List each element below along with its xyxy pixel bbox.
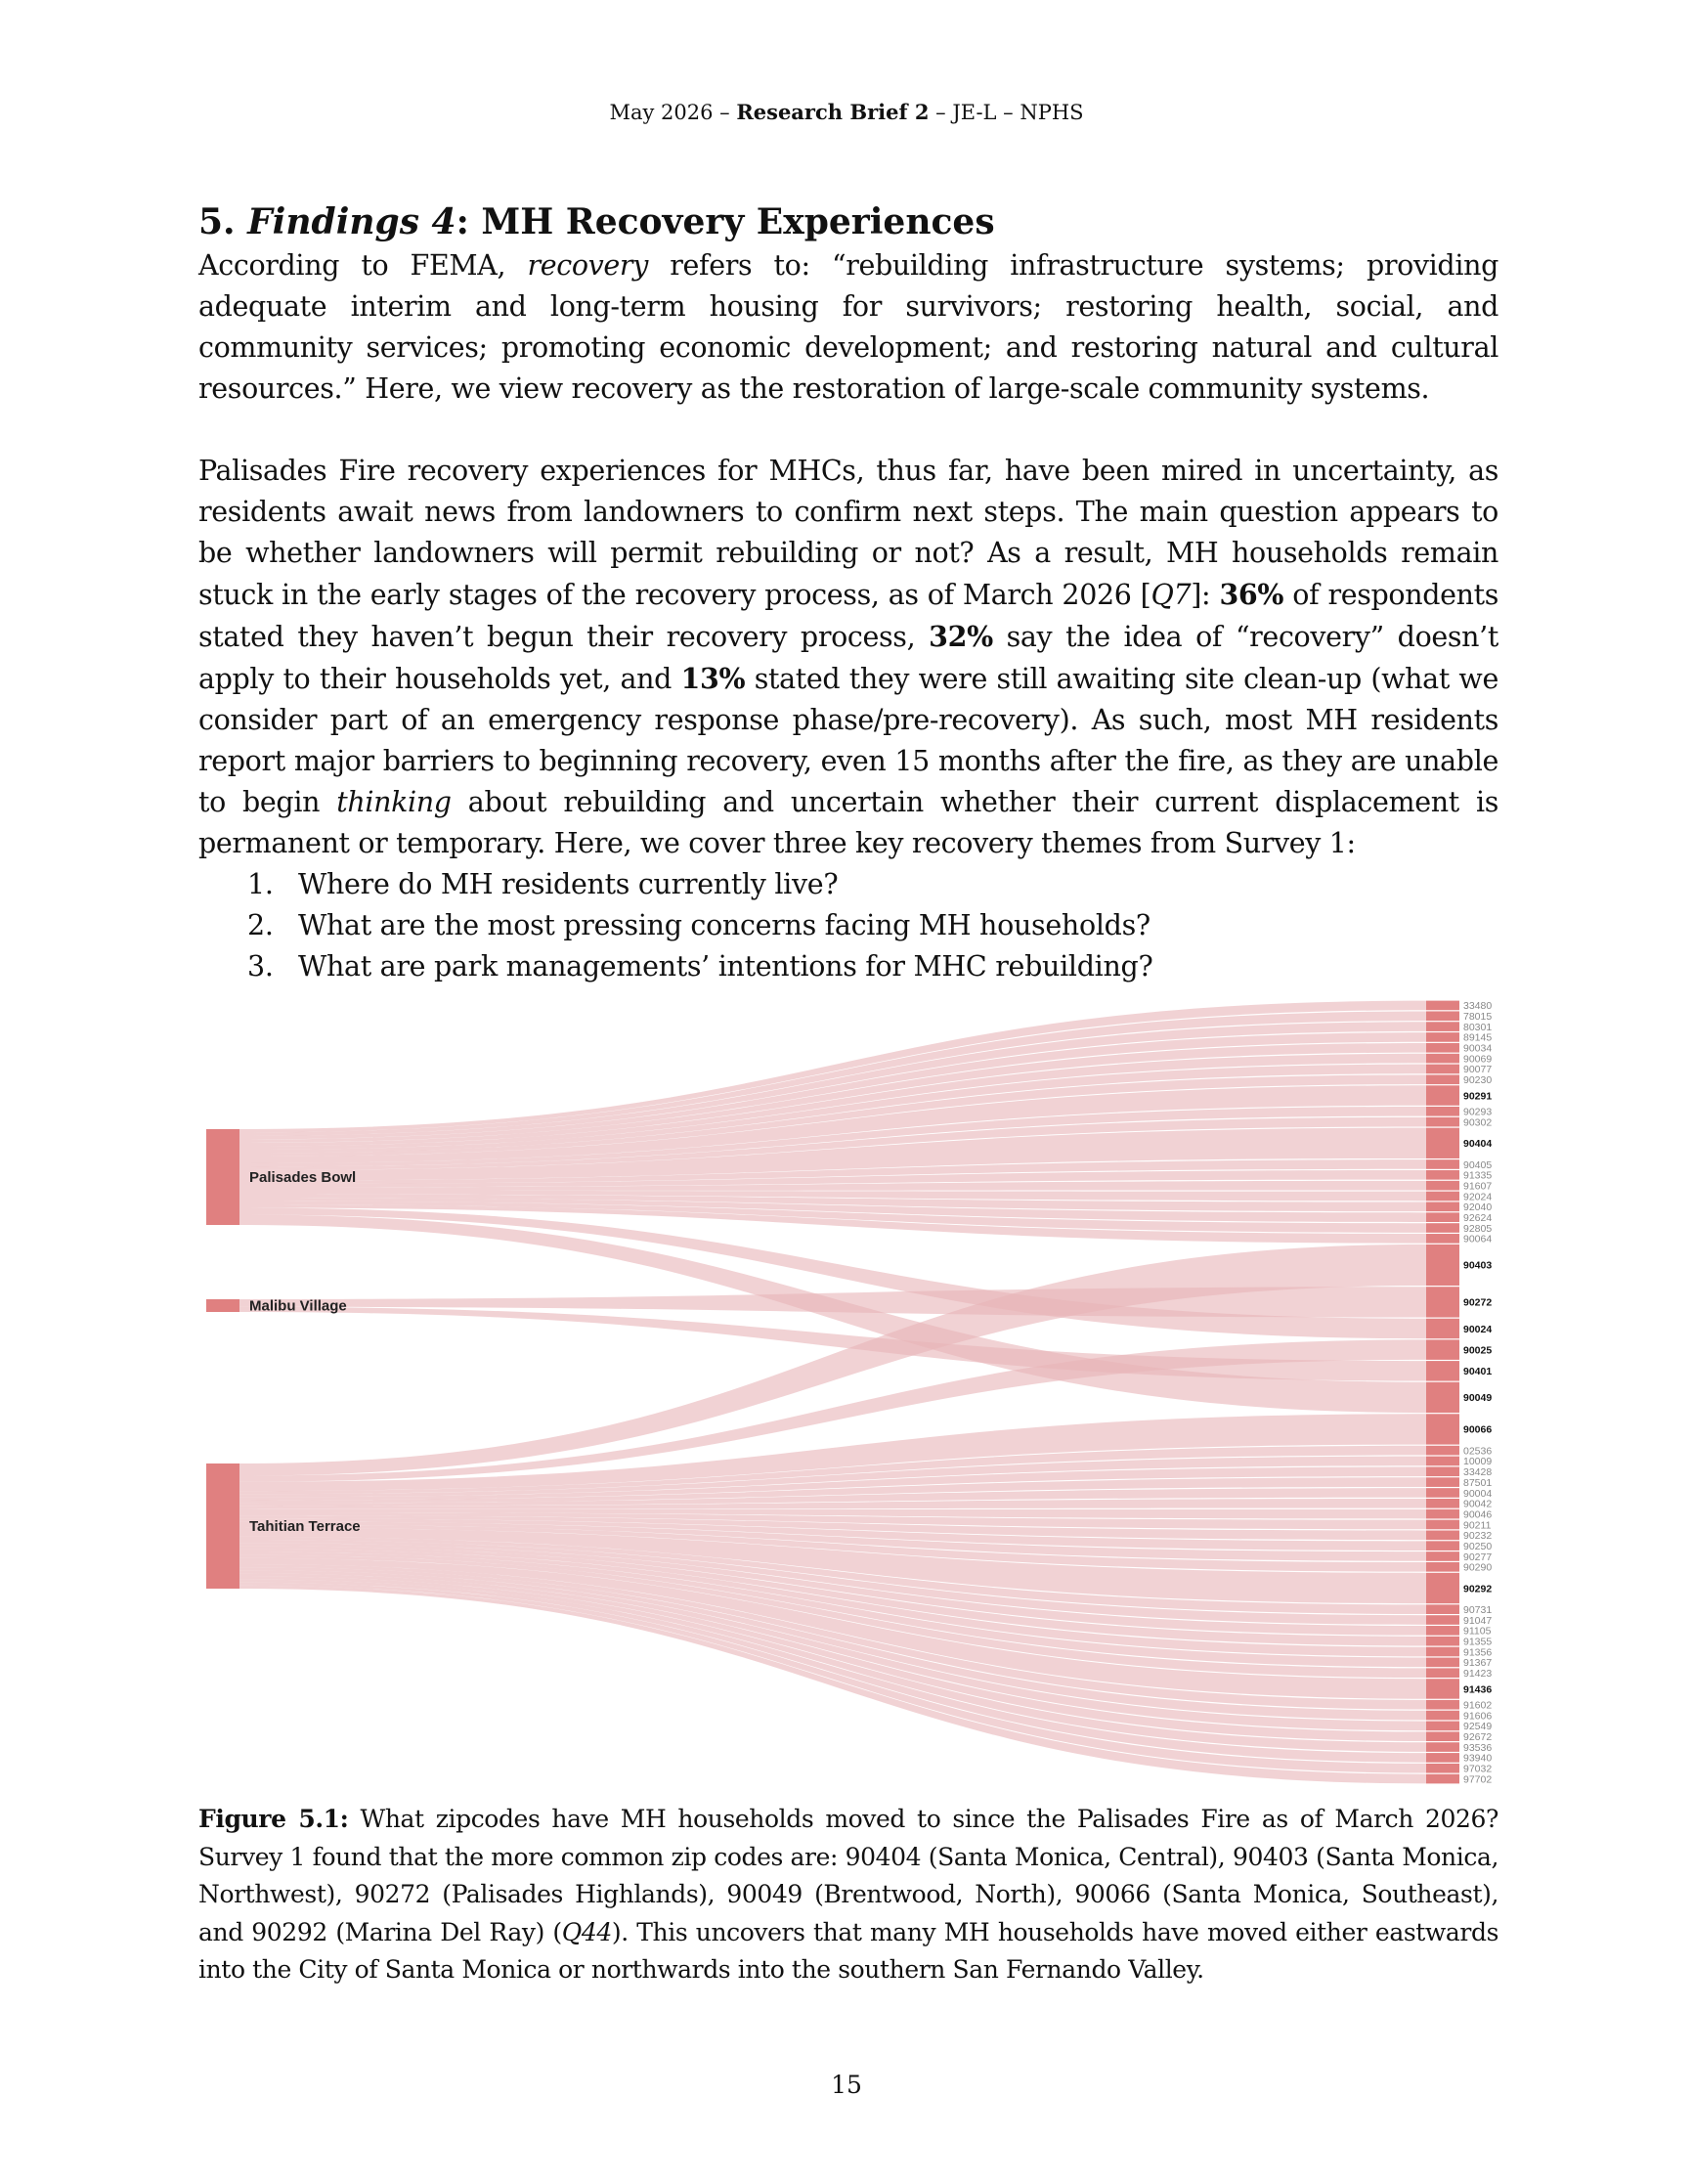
source-node	[206, 1129, 239, 1225]
target-node	[1426, 1457, 1459, 1466]
list-item	[198, 864, 1498, 905]
target-node	[1426, 1245, 1459, 1286]
target-label: 90211	[1463, 1519, 1492, 1532]
target-node	[1426, 1192, 1459, 1201]
target-node	[1426, 1626, 1459, 1636]
p2-text-4: say the idea of “recovery” doesn’t apply to their households yet, and	[198, 621, 1498, 695]
target-node	[1426, 1074, 1459, 1084]
target-node	[1426, 1159, 1459, 1169]
caption-text-1: What zipcodes have MH households moved to since the Palisades Fire as of March 2026? Survey 1 found that the more common zip codes are: 90404 (Santa Monica, Central), 90403 (Santa Monica, Northwest), 90272 (Palisades Highlands), 90049 (Brentwood, North), 90066 (Santa Monica, Southeast), and 90292 (Marina Del Ray) (	[198, 1805, 1498, 1946]
target-label: 33480	[1463, 1000, 1493, 1013]
target-label: 90077	[1463, 1064, 1493, 1076]
target-node	[1426, 1128, 1459, 1158]
target-label: 90404	[1463, 1138, 1493, 1151]
target-label: 91355	[1463, 1636, 1493, 1648]
target-label: 91335	[1463, 1169, 1493, 1182]
target-node	[1426, 1530, 1459, 1540]
target-label: 90069	[1463, 1053, 1493, 1066]
paragraph-recovery-experiences	[198, 451, 1498, 864]
p2-text-6: about rebuilding and uncertain whether their current displacement is permanent or temporary. Here, we cover three key recovery themes from Survey 1:	[198, 786, 1499, 859]
sankey-links	[239, 1001, 1426, 1784]
target-label: 90064	[1463, 1233, 1493, 1245]
list-item	[198, 905, 1498, 946]
caption-text-2: ). This uncovers that many MH households have moved either eastwards into the City of Santa Monica or northwards into the southern San Fernando Valley.	[198, 1917, 1498, 1984]
target-node	[1426, 1604, 1459, 1614]
caption-label: Figure 5.1:	[198, 1805, 349, 1833]
target-label: 90034	[1463, 1042, 1493, 1055]
target-label: 90291	[1463, 1090, 1493, 1103]
target-label: 90230	[1463, 1074, 1493, 1087]
header-date: May 2026	[609, 101, 714, 124]
source-label: Palisades Bowl	[249, 1169, 357, 1186]
section-number: 5.	[198, 201, 248, 242]
source-node	[206, 1299, 239, 1312]
target-label: 02536	[1463, 1445, 1493, 1458]
target-node	[1426, 1287, 1459, 1317]
target-label: 90401	[1463, 1366, 1493, 1378]
target-label: 91367	[1463, 1657, 1493, 1670]
target-node	[1426, 1223, 1459, 1233]
target-label: 93536	[1463, 1741, 1493, 1754]
target-node	[1426, 1647, 1459, 1657]
target-node	[1426, 1202, 1459, 1212]
target-node	[1426, 1065, 1459, 1074]
list-number: 2.	[247, 909, 274, 941]
target-label: 90042	[1463, 1498, 1493, 1510]
target-label: 92024	[1463, 1191, 1493, 1203]
target-node	[1426, 1022, 1459, 1031]
sankey-diagram	[198, 992, 1498, 1789]
target-node	[1426, 1637, 1459, 1646]
target-node	[1426, 1658, 1459, 1668]
header-brief: Research Brief 2	[736, 100, 930, 124]
target-node	[1426, 1107, 1459, 1116]
target-label: 91602	[1463, 1699, 1493, 1712]
target-node	[1426, 1382, 1459, 1413]
target-label: 91436	[1463, 1683, 1493, 1696]
target-label: 80301	[1463, 1021, 1493, 1033]
target-label: 91423	[1463, 1668, 1493, 1681]
list-item	[198, 946, 1498, 987]
target-node	[1426, 1446, 1459, 1456]
target-label: 87501	[1463, 1476, 1493, 1489]
target-node	[1426, 1466, 1459, 1476]
target-node	[1426, 1731, 1459, 1741]
page-number: 15	[831, 2071, 862, 2099]
p2-text-5: stated they were still awaiting site clean-up (what we consider part of an emergency response phase/pre-recovery). As such, most MH residents report major barriers to beginning recovery, even 15 months after the fire, as they are unable to begin	[198, 663, 1498, 818]
target-node	[1426, 1668, 1459, 1678]
target-node	[1426, 1234, 1459, 1244]
header-sep: –	[713, 101, 737, 124]
source-label: Malibu Village	[249, 1297, 347, 1315]
target-node	[1426, 1562, 1459, 1572]
target-label: 92805	[1463, 1222, 1493, 1235]
target-label: 92624	[1463, 1211, 1493, 1224]
target-label: 97702	[1463, 1773, 1493, 1786]
header-rest: – JE-L – NPHS	[929, 101, 1084, 124]
target-label: 97032	[1463, 1763, 1493, 1775]
target-node	[1426, 1085, 1459, 1105]
target-label: 91356	[1463, 1646, 1493, 1659]
list-text: What are park managements’ intentions for MHC rebuilding?	[298, 950, 1153, 983]
target-node	[1426, 1043, 1459, 1053]
target-node	[1426, 1541, 1459, 1551]
source-node	[206, 1463, 239, 1589]
target-node	[1426, 1573, 1459, 1603]
target-label: 90025	[1463, 1344, 1493, 1357]
p2-text-3: of respondents stated they haven’t begun their recovery process,	[198, 579, 1499, 653]
target-label: 90046	[1463, 1508, 1493, 1521]
target-label: 90232	[1463, 1530, 1493, 1543]
target-node	[1426, 1488, 1459, 1498]
target-label: 92040	[1463, 1201, 1493, 1214]
target-node	[1426, 1742, 1459, 1752]
target-node	[1426, 1361, 1459, 1380]
target-node	[1426, 1170, 1459, 1180]
p2-italic-thinking: thinking	[336, 786, 452, 818]
target-node	[1426, 1551, 1459, 1561]
target-node	[1426, 1001, 1459, 1011]
target-label: 92549	[1463, 1721, 1493, 1733]
target-node	[1426, 1615, 1459, 1625]
list-text: What are the most pressing concerns facing MH households?	[298, 909, 1150, 941]
caption-question-ref: Q44	[561, 1917, 612, 1946]
target-label: 90277	[1463, 1551, 1493, 1563]
target-label: 90403	[1463, 1259, 1493, 1272]
target-label: 92672	[1463, 1731, 1493, 1744]
list-number: 3.	[247, 950, 274, 983]
target-node	[1426, 1520, 1459, 1530]
p2-stat-32: 32%	[929, 620, 993, 653]
target-label: 33428	[1463, 1466, 1493, 1479]
target-node	[1426, 1181, 1459, 1191]
target-label: 90066	[1463, 1423, 1493, 1436]
running-header	[0, 99, 1693, 126]
target-node	[1426, 1774, 1459, 1784]
target-node	[1426, 1054, 1459, 1064]
target-node	[1426, 1339, 1459, 1359]
source-label: Tahitian Terrace	[249, 1518, 361, 1535]
p2-text-1: Palisades Fire recovery experiences for MHCs, thus far, have been mired in uncertainty, as residents await news from landowners to confirm next steps. The main question appears to be whether landowners will permit rebuilding or not? As a result, MH households remain stuck in the early stages of the recovery process, as of March 2026 [	[198, 455, 1498, 611]
target-label: 91105	[1463, 1625, 1492, 1638]
target-label: 91607	[1463, 1180, 1493, 1193]
paragraph-fema-definition	[198, 245, 1498, 410]
list-text: Where do MH residents currently live?	[298, 868, 839, 900]
p2-stat-36: 36%	[1219, 578, 1284, 611]
target-node	[1426, 1499, 1459, 1508]
target-node	[1426, 1509, 1459, 1519]
p1-text-1: According to FEMA,	[198, 249, 528, 282]
target-node	[1426, 1011, 1459, 1021]
target-node	[1426, 1722, 1459, 1731]
section-title-rest: : MH Recovery Experiences	[456, 201, 995, 242]
figure-caption	[198, 1801, 1498, 1989]
section-title-italic: Findings 4	[247, 201, 456, 242]
target-label: 90405	[1463, 1158, 1493, 1171]
p2-text-2: ]:	[1191, 579, 1220, 611]
p1-text-2: refers to: “rebuilding infrastructure systems; providing adequate interim and long-term housing for survivors; restoring health, social, and community services; promoting economic development; and restoring natural and cultural resources.” Here, we view recovery as the restoration of large-scale community systems.	[198, 249, 1498, 405]
target-label: 78015	[1463, 1011, 1493, 1024]
list-number: 1.	[247, 868, 274, 900]
target-label: 90293	[1463, 1106, 1493, 1118]
target-label: 90004	[1463, 1487, 1493, 1500]
target-label: 90302	[1463, 1116, 1493, 1129]
target-node	[1426, 1700, 1459, 1710]
target-label: 90292	[1463, 1583, 1493, 1595]
section-heading	[198, 198, 1498, 245]
target-label: 90024	[1463, 1323, 1493, 1335]
target-label: 89145	[1463, 1031, 1493, 1044]
p1-italic-recovery: recovery	[527, 249, 648, 282]
p2-stat-13: 13%	[680, 662, 746, 695]
target-node	[1426, 1319, 1459, 1338]
target-node	[1426, 1117, 1459, 1127]
target-node	[1426, 1711, 1459, 1721]
target-label: 10009	[1463, 1456, 1493, 1468]
target-node	[1426, 1212, 1459, 1222]
target-label: 90272	[1463, 1296, 1493, 1309]
p2-question-ref: Q7	[1150, 579, 1192, 611]
target-node	[1426, 1414, 1459, 1444]
target-label: 90250	[1463, 1540, 1493, 1552]
target-label: 91047	[1463, 1614, 1493, 1627]
target-label: 93940	[1463, 1752, 1493, 1765]
target-node	[1426, 1764, 1459, 1773]
target-node	[1426, 1032, 1459, 1042]
target-label: 90731	[1463, 1603, 1493, 1616]
target-label: 90290	[1463, 1561, 1493, 1574]
target-node	[1426, 1753, 1459, 1763]
main-content	[198, 198, 1498, 987]
recovery-themes-list	[198, 864, 1498, 987]
target-label: 91606	[1463, 1710, 1493, 1723]
target-node	[1426, 1679, 1459, 1698]
target-node	[1426, 1477, 1459, 1487]
target-label: 90049	[1463, 1392, 1493, 1405]
